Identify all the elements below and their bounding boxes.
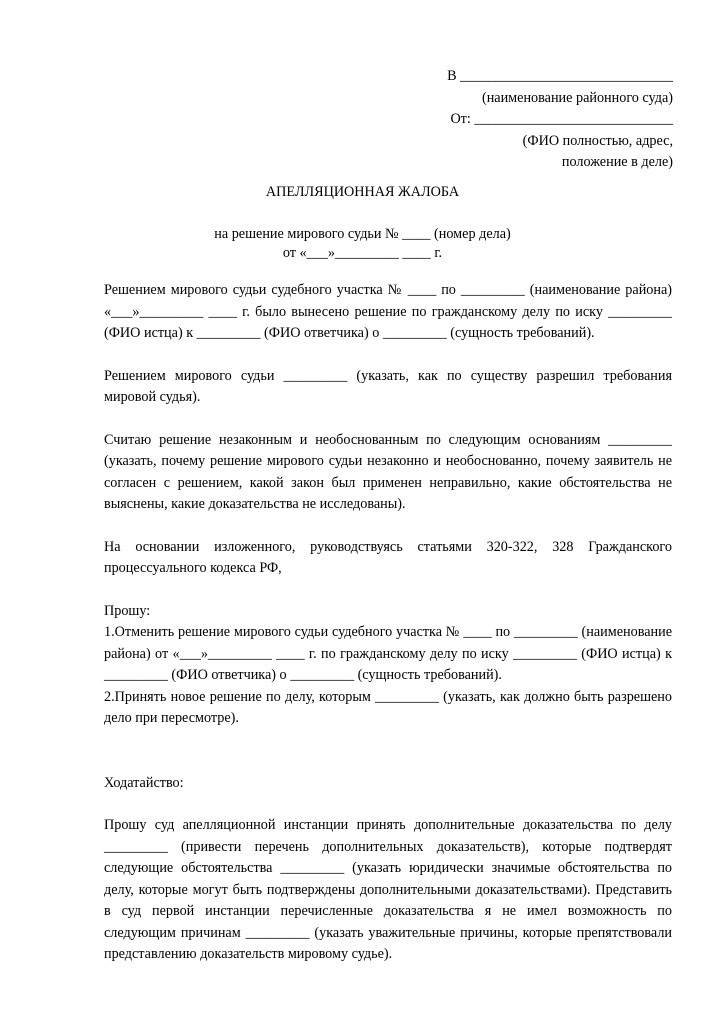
sender-line: От: ____________________________: [450, 111, 673, 127]
subtitle-line-2: от «___»_________ ____ г.: [282, 245, 443, 261]
document-title: АПЕЛЛЯЦИОННАЯ ЖАЛОБА: [265, 184, 460, 200]
paragraph-motion: Прошу суд апелляционной инстанции принять дополнительные доказательства по делу _________ (привести перечень дополнительных доказательств), которые подтвердят следующие обстоятельства _________ (указать юридически значимые обстоятельства по делу, которые могут быть подтверждены дополнительными доказательствами). Представить в суд первой инстанции перечисленные доказательства я не имел возможность по следующим причинам _________ (указать уважительные причины, которые препятствовали представлению доказательств мировому судье).: [104, 817, 672, 962]
document-body: [104, 280, 672, 966]
sender-caption-2: положение в деле): [561, 154, 673, 170]
paragraph-legal-basis: На основании изложенного, руководствуясь статьями 320-322, 328 Гражданского процессуального кодекса РФ,: [104, 538, 672, 576]
motion-heading: Ходатайство:: [104, 774, 184, 791]
addressee-block: [433, 66, 673, 174]
paragraph-decision: Решением мирового судьи судебного участка № ____ по _________ (наименование района) «___»_________ ____ г. было вынесено решение по гражданскому делу по иску _________ (ФИО истца) к _________ (ФИО ответчика) о _________ (сущность требований).: [104, 282, 672, 341]
subtitle-line-1: на решение мирового судьи № ____ (номер дела): [214, 226, 511, 242]
request-heading: Прошу:: [104, 602, 151, 619]
court-caption: (наименование районного суда): [481, 89, 673, 106]
sender-caption-1: (ФИО полностью, адрес,: [522, 132, 673, 149]
paragraph-grounds: Считаю решение незаконным и необоснованным по следующим основаниям _________ (указать, почему решение мирового судьи незаконно и необоснованно, почему заявитель не согласен с решением, какой закон был применен неправильно, какие обстоятельства не выяснены, какие доказательства не исследованы).: [104, 431, 672, 512]
paragraph-ruling: Решением мирового судьи _________ (указать, как по существу разрешил требования мировой судья).: [104, 367, 672, 405]
court-line: В ______________________________: [447, 68, 673, 84]
request-item-1: 1.Отменить решение мирового судьи судебного участка № ____ по _________ (наименование района) от «___»_________ ____ г. по гражданскому делу по иску _________ (ФИО истца) к _________ (ФИО ответчика) о _________ (сущность требований).: [104, 624, 672, 683]
request-item-2: 2.Принять новое решение по делу, которым _________ (указать, как должно быть разрешено дело при пересмотре).: [104, 688, 672, 726]
